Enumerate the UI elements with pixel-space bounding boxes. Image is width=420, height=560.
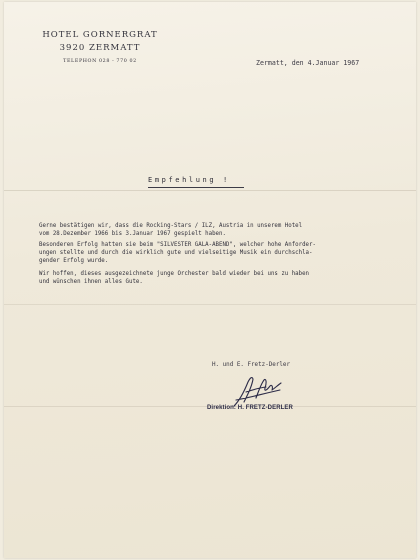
handwritten-signature xyxy=(226,370,286,410)
body-line: und wünschen ihnen alles Gute. xyxy=(39,279,143,285)
direktion-stamp: Direktion: H. FRETZ-DERLER xyxy=(207,405,293,411)
signers-name: H. und E. Fretz-Derler xyxy=(212,362,291,368)
hotel-name: HOTEL GORNERGRAT xyxy=(42,30,158,40)
body-line: vom 28.Dezember 1966 bis 3.Januar 1967 gespielt haben. xyxy=(39,231,226,237)
body-line: Besonderen Erfolg hatten sie beim "SILVESTER GALA-ABEND", welcher hohe Anforder- xyxy=(39,242,316,248)
letter-date: Zermatt, den 4.Januar 1967 xyxy=(256,59,360,67)
hotel-phone: TELEPHON 028 - 770 02 xyxy=(63,59,137,64)
body-line: Gerne bestätigen wir, dass die Rocking-Stars / ILZ, Austria in unserem Hotel xyxy=(39,223,303,229)
body-line: Wir hoffen, dieses ausgezeichnete junge Orchester bald wieder bei uns zu haben xyxy=(39,271,310,277)
letter-heading: Empfehlung ! xyxy=(148,176,230,184)
paper-fold xyxy=(4,190,416,191)
body-line: gender Erfolg wurde. xyxy=(39,258,109,264)
hotel-city: 3920 ZERMATT xyxy=(59,43,141,53)
paper-fold xyxy=(4,304,416,305)
body-line: ungen stellte und durch die wirklich gute und vielseitige Musik ein durchschla- xyxy=(39,250,313,256)
heading-underline xyxy=(148,187,244,188)
